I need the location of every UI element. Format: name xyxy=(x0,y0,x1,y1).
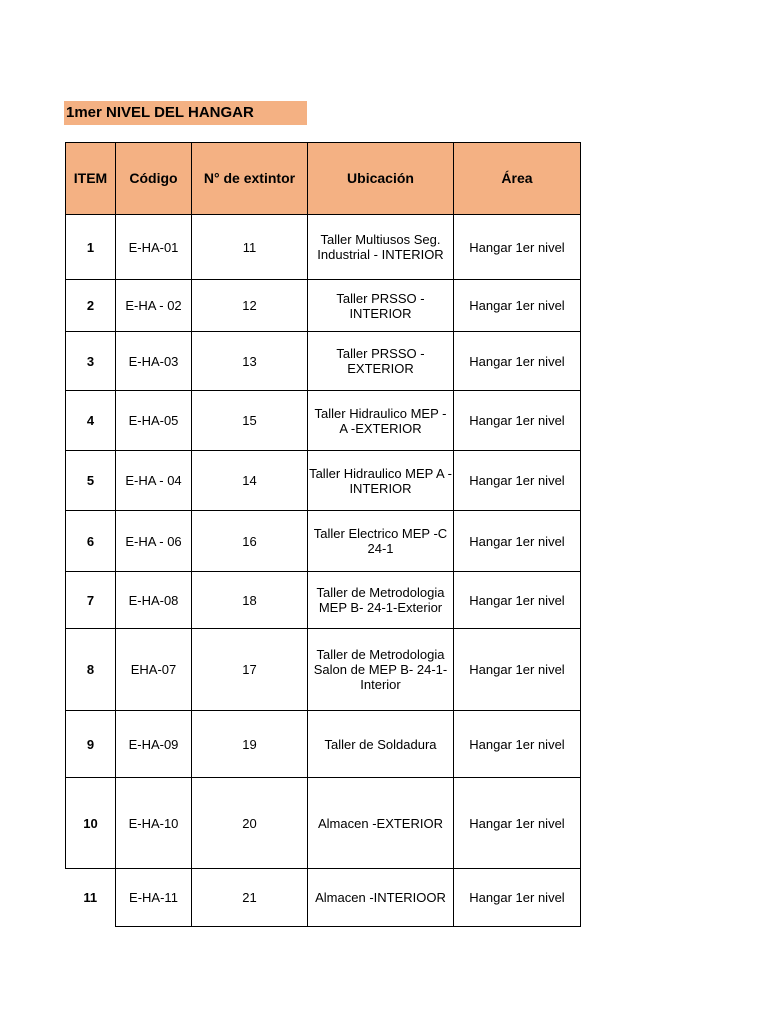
cell-item: 6 xyxy=(66,511,116,572)
table-row xyxy=(66,869,581,927)
cell-item: 4 xyxy=(66,391,116,451)
table-row xyxy=(66,629,581,711)
cell-codigo: E-HA-10 xyxy=(116,778,192,869)
table-row xyxy=(66,391,581,451)
cell-codigo: E-HA - 02 xyxy=(116,280,192,332)
cell-ubicacion: Taller Multiusos Seg. Industrial - INTERIOR xyxy=(308,215,454,280)
cell-codigo: E-HA-01 xyxy=(116,215,192,280)
cell-extintor: 19 xyxy=(192,711,308,778)
table-row xyxy=(66,280,581,332)
cell-codigo: E-HA-09 xyxy=(116,711,192,778)
table-row xyxy=(66,451,581,511)
cell-extintor: 17 xyxy=(192,629,308,711)
cell-ubicacion: Taller de Metrodologia MEP B- 24-1-Exterior xyxy=(308,572,454,629)
cell-area: Hangar 1er nivel xyxy=(454,629,581,711)
cell-codigo: E-HA-11 xyxy=(116,869,192,927)
extinguisher-table xyxy=(65,142,581,927)
cell-codigo: EHA-07 xyxy=(116,629,192,711)
cell-item: 9 xyxy=(66,711,116,778)
header-ubicacion: Ubicación xyxy=(308,143,454,215)
cell-item: 11 xyxy=(66,869,116,927)
cell-item: 5 xyxy=(66,451,116,511)
cell-area: Hangar 1er nivel xyxy=(454,391,581,451)
cell-extintor: 11 xyxy=(192,215,308,280)
cell-area: Hangar 1er nivel xyxy=(454,778,581,869)
header-item: ITEM xyxy=(66,143,116,215)
cell-extintor: 14 xyxy=(192,451,308,511)
table-header-row xyxy=(66,143,581,215)
cell-codigo: E-HA-08 xyxy=(116,572,192,629)
section-title: 1mer NIVEL DEL HANGAR xyxy=(64,101,307,125)
cell-item: 2 xyxy=(66,280,116,332)
header-codigo: Código xyxy=(116,143,192,215)
table-row xyxy=(66,778,581,869)
cell-ubicacion: Taller Hidraulico MEP - A -EXTERIOR xyxy=(308,391,454,451)
cell-extintor: 21 xyxy=(192,869,308,927)
cell-ubicacion: Taller PRSSO - EXTERIOR xyxy=(308,332,454,391)
cell-area: Hangar 1er nivel xyxy=(454,711,581,778)
cell-area: Hangar 1er nivel xyxy=(454,511,581,572)
cell-codigo: E-HA - 06 xyxy=(116,511,192,572)
cell-codigo: E-HA - 04 xyxy=(116,451,192,511)
cell-extintor: 16 xyxy=(192,511,308,572)
table-row xyxy=(66,572,581,629)
cell-ubicacion: Almacen -INTERIOOR xyxy=(308,869,454,927)
cell-codigo: E-HA-03 xyxy=(116,332,192,391)
cell-extintor: 13 xyxy=(192,332,308,391)
cell-area: Hangar 1er nivel xyxy=(454,451,581,511)
cell-extintor: 12 xyxy=(192,280,308,332)
cell-area: Hangar 1er nivel xyxy=(454,215,581,280)
cell-ubicacion: Taller de Soldadura xyxy=(308,711,454,778)
table-row xyxy=(66,511,581,572)
header-extintor: N° de extintor xyxy=(192,143,308,215)
cell-extintor: 15 xyxy=(192,391,308,451)
table-row xyxy=(66,332,581,391)
cell-ubicacion: Almacen -EXTERIOR xyxy=(308,778,454,869)
cell-item: 8 xyxy=(66,629,116,711)
cell-item: 1 xyxy=(66,215,116,280)
cell-ubicacion: Taller PRSSO - INTERIOR xyxy=(308,280,454,332)
cell-extintor: 20 xyxy=(192,778,308,869)
cell-ubicacion: Taller Hidraulico MEP A - INTERIOR xyxy=(308,451,454,511)
header-area: Área xyxy=(454,143,581,215)
cell-item: 10 xyxy=(66,778,116,869)
cell-area: Hangar 1er nivel xyxy=(454,869,581,927)
cell-item: 7 xyxy=(66,572,116,629)
cell-ubicacion: Taller de Metrodologia Salon de MEP B- 24-1-Interior xyxy=(308,629,454,711)
table-row xyxy=(66,711,581,778)
table-row xyxy=(66,215,581,280)
cell-ubicacion: Taller Electrico MEP -C 24-1 xyxy=(308,511,454,572)
cell-area: Hangar 1er nivel xyxy=(454,572,581,629)
cell-area: Hangar 1er nivel xyxy=(454,332,581,391)
cell-extintor: 18 xyxy=(192,572,308,629)
cell-area: Hangar 1er nivel xyxy=(454,280,581,332)
cell-codigo: E-HA-05 xyxy=(116,391,192,451)
cell-item: 3 xyxy=(66,332,116,391)
